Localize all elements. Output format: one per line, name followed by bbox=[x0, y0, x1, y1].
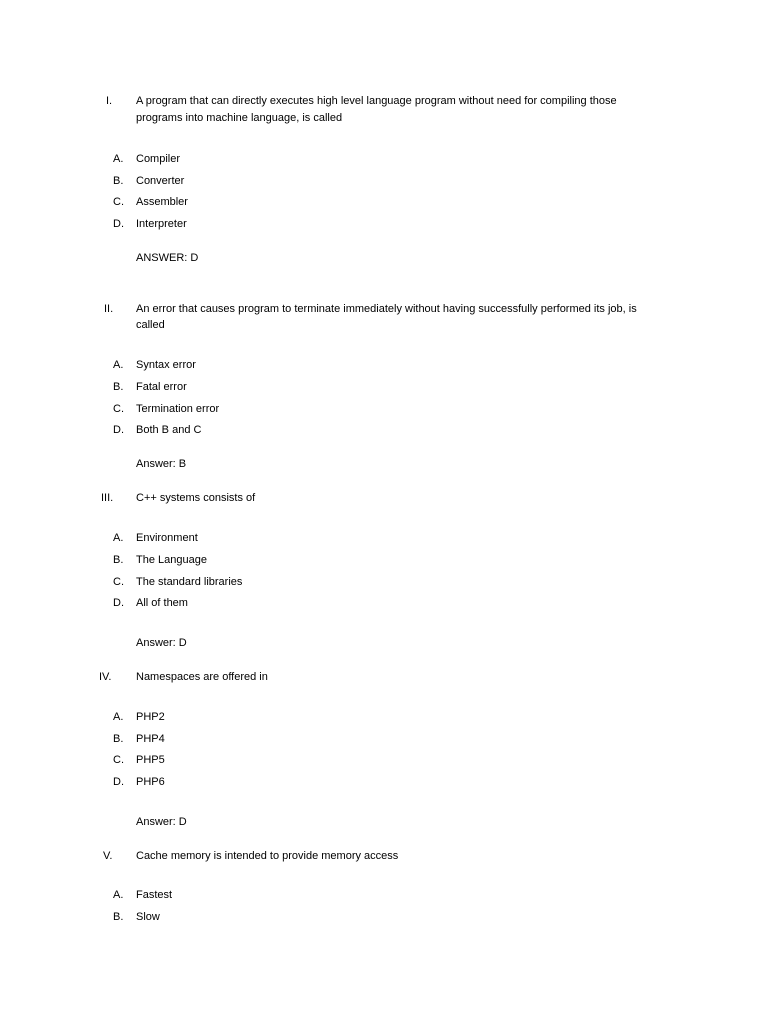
option-letter: A. bbox=[113, 532, 124, 544]
option-text: PHP6 bbox=[136, 776, 165, 788]
question-number: II. bbox=[104, 303, 114, 315]
option-text: Termination error bbox=[136, 403, 220, 415]
option-letter: C. bbox=[113, 754, 124, 766]
option-letter: B. bbox=[113, 175, 124, 187]
option-letter: C. bbox=[113, 196, 124, 208]
option-letter: D. bbox=[113, 597, 124, 609]
question-number: I. bbox=[106, 95, 113, 107]
option-letter: B. bbox=[113, 381, 124, 393]
option-letter: C. bbox=[113, 403, 124, 415]
option-letter: D. bbox=[113, 776, 124, 788]
question-text-line: C++ systems consists of bbox=[136, 492, 256, 504]
option-letter: A. bbox=[113, 153, 124, 165]
option-text: The standard libraries bbox=[136, 576, 243, 588]
question-text-line: Namespaces are offered in bbox=[136, 671, 268, 683]
option-text: Compiler bbox=[136, 153, 181, 165]
option-text: Fatal error bbox=[136, 381, 187, 393]
option-letter: B. bbox=[113, 733, 124, 745]
question-number: III. bbox=[101, 492, 114, 504]
option-text: PHP2 bbox=[136, 711, 165, 723]
option-letter: B. bbox=[113, 911, 124, 923]
option-text: Fastest bbox=[136, 889, 173, 901]
question-number: V. bbox=[103, 850, 113, 862]
answer-text: ANSWER: D bbox=[136, 252, 199, 264]
option-text: All of them bbox=[136, 597, 188, 609]
option-text: Interpreter bbox=[136, 218, 187, 230]
option-text: Syntax error bbox=[136, 359, 196, 371]
option-letter: A. bbox=[113, 711, 124, 723]
option-letter: D. bbox=[113, 424, 124, 436]
question-text-line: A program that can directly executes high level language program without need for compiling those bbox=[136, 95, 617, 107]
option-letter: A. bbox=[113, 889, 124, 901]
question-text-line: Cache memory is intended to provide memory access bbox=[136, 850, 399, 862]
option-letter: D. bbox=[113, 218, 124, 230]
answer-text: Answer: D bbox=[136, 816, 187, 828]
option-letter: C. bbox=[113, 576, 124, 588]
option-text: PHP4 bbox=[136, 733, 165, 745]
option-text: The Language bbox=[136, 554, 207, 566]
option-letter: A. bbox=[113, 359, 124, 371]
option-text: Assembler bbox=[136, 196, 188, 208]
option-letter: B. bbox=[113, 554, 124, 566]
option-text: Converter bbox=[136, 175, 185, 187]
question-text-line: programs into machine language, is called bbox=[136, 112, 343, 124]
option-text: Slow bbox=[136, 911, 160, 923]
option-text: Environment bbox=[136, 532, 198, 544]
option-text: Both B and C bbox=[136, 424, 202, 436]
question-text-line: called bbox=[136, 319, 165, 331]
question-number: IV. bbox=[99, 671, 112, 683]
answer-text: Answer: D bbox=[136, 637, 187, 649]
option-text: PHP5 bbox=[136, 754, 165, 766]
answer-text: Answer: B bbox=[136, 458, 187, 470]
question-text-line: An error that causes program to terminate immediately without having successfully performed its job, is bbox=[136, 303, 637, 315]
